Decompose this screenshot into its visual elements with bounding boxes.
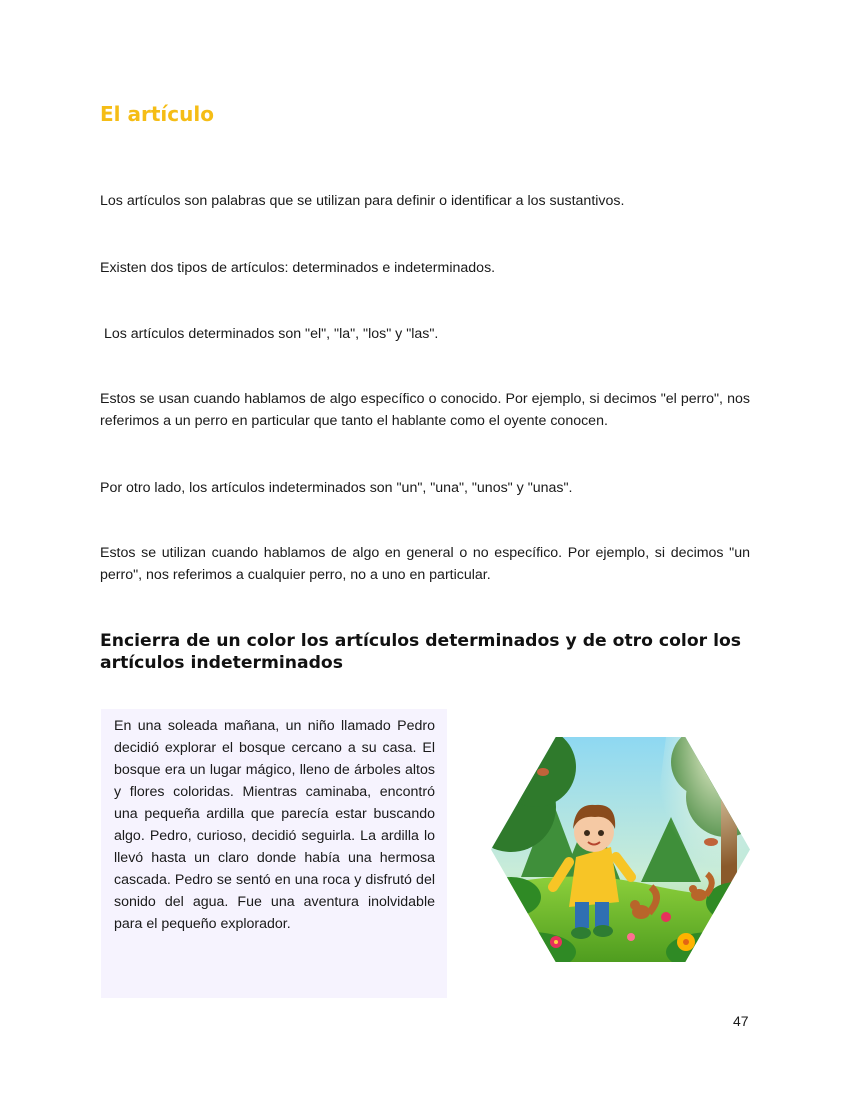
forest-boy-illustration <box>491 737 750 962</box>
illustration-image <box>491 737 750 962</box>
exercise-title: Encierra de un color los artículos determinados y de otro color los artículos indeterminados <box>100 631 742 673</box>
paragraph-types: Existen dos tipos de artículos: determinados e indeterminados. <box>100 260 496 276</box>
paragraph-indeterminados-uso: Estos se utilizan cuando hablamos de algo en general o no específico. Por ejemplo, si decimos "un perro", nos referimos a cualquier perro, no a uno en particular. <box>100 545 750 583</box>
paragraph-definition: Los artículos son palabras que se utilizan para definir o identificar a los sustantivos. <box>100 193 625 209</box>
story-box <box>101 709 447 998</box>
story-text: En una soleada mañana, un niño llamado Pedro decidió explorar el bosque cercano a su casa. El bosque era un lugar mágico, lleno de árboles altos y flores coloridas. Mientras caminaba, encontró una pequeña ardilla que parecía estar buscando algo. Pedro, curioso, decidió seguirla. La ardilla lo llevó hasta un claro donde había una hermosa cascada. Pedro se sentó en una roca y disfrutó del sonido del agua. Fue una aventura inolvidable para el pequeño explorador. <box>114 718 435 932</box>
paragraph-determinados-uso: Estos se usan cuando hablamos de algo específico o conocido. Por ejemplo, si decimos "el perro", nos referimos a un perro en particular que tanto el hablante como el oyente conocen. <box>100 391 750 429</box>
page-number: 47 <box>733 1013 749 1029</box>
paragraph-indeterminados: Por otro lado, los artículos indeterminados son "un", "una", "unos" y "unas". <box>100 480 573 496</box>
page-title: El artículo <box>100 102 214 126</box>
paragraph-determinados: Los artículos determinados son "el", "la", "los" y "las". <box>100 326 439 342</box>
